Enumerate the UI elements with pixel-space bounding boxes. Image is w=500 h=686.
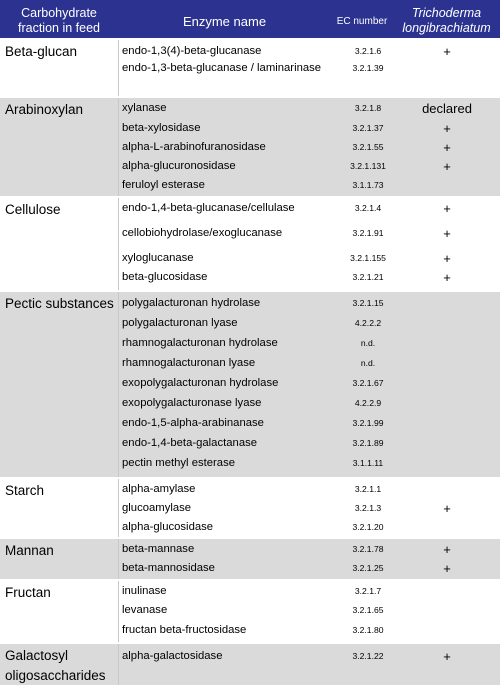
fraction-label: Cellulose — [5, 202, 61, 217]
fraction-group — [0, 477, 500, 539]
enzyme-name: pectin methyl esterase — [122, 457, 236, 469]
ec-number: 3.2.1.155 — [350, 253, 386, 263]
fraction-label: Arabinoxylan — [5, 102, 84, 117]
fraction-group — [0, 290, 500, 479]
ec-number: 3.2.1.39 — [352, 63, 384, 73]
ec-number: 3.1.1.11 — [352, 458, 384, 468]
trichoderma-mark: + — [443, 201, 451, 216]
fraction-group — [0, 579, 500, 644]
enzyme-name: beta-mannosidase — [122, 562, 215, 574]
trichoderma-mark: + — [443, 140, 451, 155]
ec-number: 3.2.1.55 — [352, 142, 384, 152]
enzyme-name: endo-1,5-alpha-arabinanase — [122, 417, 264, 429]
trichoderma-mark: + — [443, 542, 451, 557]
ec-number: 3.2.1.6 — [354, 46, 382, 56]
trichoderma-mark: + — [443, 270, 451, 285]
column-divider — [118, 644, 119, 685]
ec-number: 3.2.1.7 — [354, 586, 382, 596]
enzyme-name: beta-xylosidase — [122, 122, 201, 134]
fraction-group — [0, 537, 500, 581]
column-divider — [118, 198, 119, 292]
enzyme-name: exopolygalacturonase lyase — [122, 397, 262, 409]
enzyme-name: polygalacturonan hydrolase — [122, 297, 261, 309]
column-divider — [118, 581, 119, 644]
trichoderma-mark: + — [443, 561, 451, 576]
enzyme-name: fructan beta-fructosidase — [122, 624, 247, 636]
enzyme-name: endo-1,4-beta-glucanase/cellulase — [122, 202, 295, 214]
ec-number: n.d. — [360, 338, 376, 348]
ec-number: 3.2.1.91 — [352, 228, 384, 238]
trichoderma-mark: + — [443, 501, 451, 516]
table-header — [0, 0, 500, 42]
enzyme-name: rhamnogalacturonan hydrolase — [122, 337, 278, 349]
fraction-group — [0, 38, 500, 98]
ec-number: 3.2.1.78 — [352, 544, 384, 554]
ec-number: 3.2.1.21 — [352, 272, 384, 282]
column-divider — [118, 292, 119, 479]
column-divider — [118, 40, 119, 98]
enzyme-name: exopolygalacturonan hydrolase — [122, 377, 279, 389]
trichoderma-mark: + — [443, 121, 451, 136]
trichoderma-mark: + — [443, 649, 451, 664]
fraction-label: Starch — [5, 483, 45, 498]
ec-number: 3.2.1.8 — [354, 103, 382, 113]
trichoderma-mark: + — [443, 159, 451, 174]
enzyme-name: endo-1,3-beta-glucanase / laminarinase — [122, 62, 322, 74]
enzyme-name: alpha-glucosidase — [122, 521, 214, 533]
enzyme-name: beta-glucosidase — [122, 271, 208, 283]
trichoderma-mark: + — [443, 44, 451, 59]
fraction-group — [0, 96, 500, 198]
column-divider — [118, 479, 119, 539]
fraction-label: Pectic substances — [5, 296, 114, 311]
header-fraction: Carbohydrate fraction in feed — [18, 6, 100, 35]
ec-number: 3.2.1.3 — [354, 503, 382, 513]
column-divider — [118, 98, 119, 198]
ec-number: 3.2.1.67 — [352, 378, 384, 388]
ec-number: 4.2.2.2 — [354, 318, 382, 328]
fraction-label: Fructan — [5, 585, 51, 600]
fraction-group — [0, 642, 500, 685]
ec-number: 3.2.1.131 — [350, 161, 386, 171]
trichoderma-mark: + — [443, 251, 451, 266]
fraction-label: Beta-glucan — [5, 44, 78, 59]
enzyme-name: feruloyl esterase — [122, 179, 205, 191]
ec-number: 3.2.1.4 — [354, 203, 382, 213]
enzyme-name: levanase — [122, 604, 168, 616]
ec-number: n.d. — [360, 358, 376, 368]
ec-number: 3.2.1.22 — [352, 651, 384, 661]
ec-number: 3.2.1.65 — [352, 605, 384, 615]
enzyme-name: glucoamylase — [122, 502, 192, 514]
enzyme-name: alpha-glucuronosidase — [122, 160, 236, 172]
ec-number: 3.2.1.25 — [352, 563, 384, 573]
enzyme-name: rhamnogalacturonan lyase — [122, 357, 256, 369]
ec-number: 3.1.1.73 — [352, 180, 384, 190]
ec-number: 3.2.1.15 — [352, 298, 384, 308]
ec-number: 3.2.1.99 — [352, 418, 384, 428]
enzyme-name: polygalacturonan lyase — [122, 317, 238, 329]
enzyme-name: beta-mannase — [122, 543, 195, 555]
trichoderma-mark: declared — [422, 101, 472, 116]
enzyme-name: endo-1,4-beta-galactanase — [122, 437, 258, 449]
header-enzyme-name: Enzyme name — [182, 13, 267, 29]
fraction-group — [0, 196, 500, 292]
enzyme-name: endo-1,3(4)-beta-glucanase — [122, 45, 262, 57]
ec-number: 3.2.1.89 — [352, 438, 384, 448]
enzyme-name: alpha-amylase — [122, 483, 196, 495]
fraction-label: Mannan — [5, 543, 54, 558]
trichoderma-mark: + — [443, 226, 451, 241]
header-trichoderma: Trichoderma longibrachiatum — [402, 6, 491, 35]
ec-number: 3.2.1.1 — [354, 484, 382, 494]
ec-number: 3.2.1.37 — [352, 123, 384, 133]
enzyme-name: xyloglucanase — [122, 252, 194, 264]
ec-number: 4.2.2.9 — [354, 398, 382, 408]
fraction-label: Galactosyl oligosaccharides — [5, 648, 106, 683]
column-divider — [118, 539, 119, 581]
ec-number: 3.2.1.20 — [352, 522, 384, 532]
enzyme-name: xylanase — [122, 102, 167, 114]
enzyme-name: cellobiohydrolase/exoglucanase — [122, 227, 283, 239]
enzyme-name: alpha-galactosidase — [122, 650, 223, 662]
header-ec-number: EC number — [336, 15, 388, 27]
enzyme-name: alpha-L-arabinofuranosidase — [122, 141, 266, 153]
enzyme-name: inulinase — [122, 585, 167, 597]
ec-number: 3.2.1.80 — [352, 625, 384, 635]
